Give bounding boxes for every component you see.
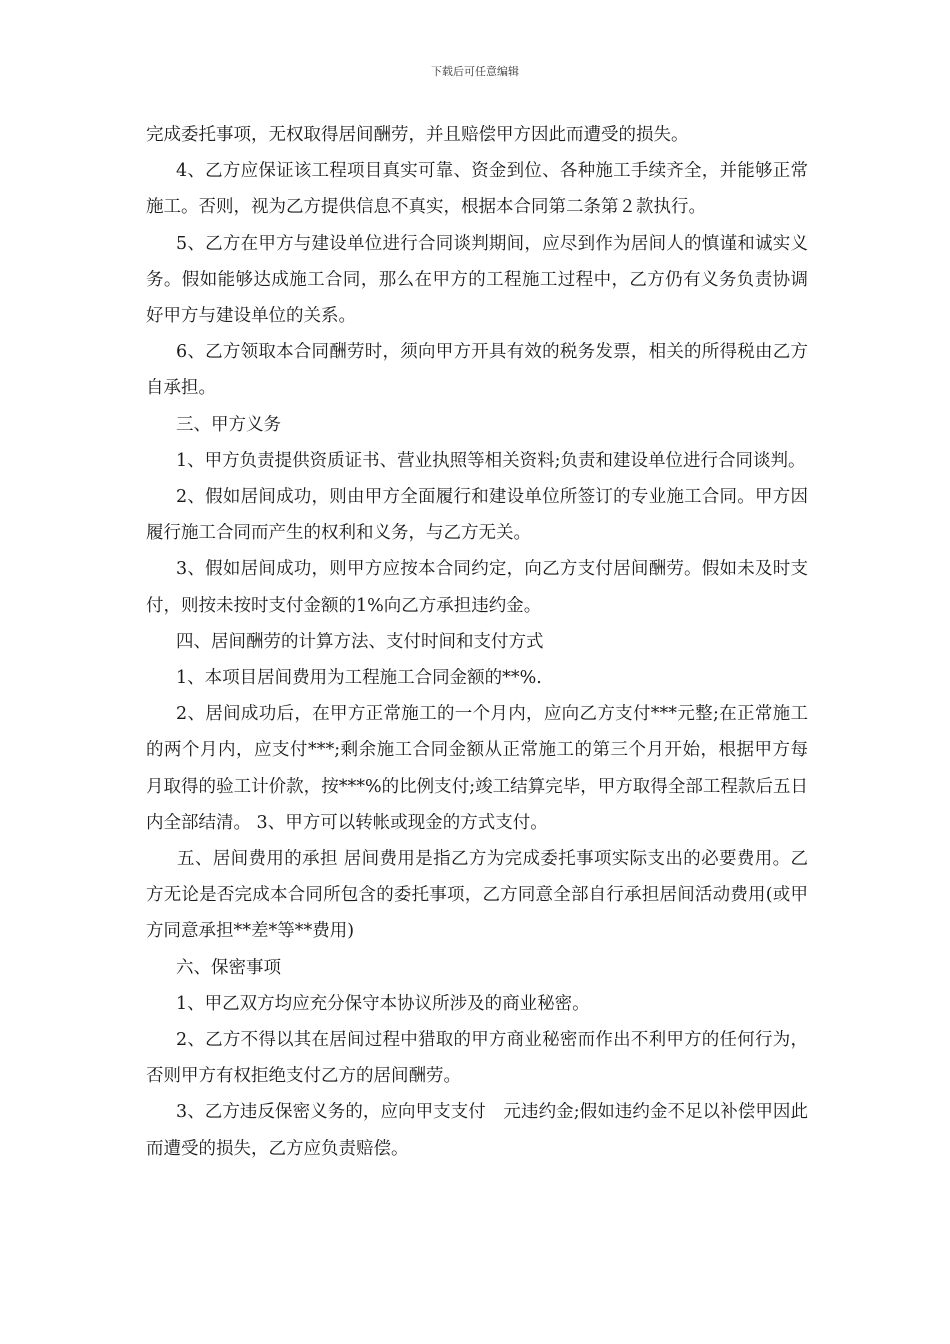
paragraph-clause-2-4: 4、乙方应保证该工程项目真实可靠、资金到位、各种施工手续齐全，并能够正常施工。否则，视为乙方提供信息不真实，根据本合同第二条第２款执行。	[146, 161, 808, 218]
paragraph-clause-3-2: 2、假如居间成功，则由甲方全面履行和建设单位所签订的专业施工合同。甲方因履行施工合同而产生的权利和义务，与乙方无关。	[146, 487, 808, 544]
paragraph-clause-6-3: 3、乙方违反保密义务的，应向甲支支付 元违约金;假如违约金不足以补偿甲因此而遭受的损失，乙方应负责赔偿。	[146, 1102, 808, 1159]
section-heading-6: 六、保密事项	[176, 957, 281, 978]
paragraph-clause-3-3: 3、假如居间成功，则甲方应按本合同约定，向乙方支付居间酬劳。假如未及时支付，则按未按时支付金额的1%向乙方承担违约金。	[146, 559, 808, 616]
section-heading-5: 五、居间费用的承担 居间费用是指乙方为完成委托事项实际支出的必要费用。乙方无论是否完成本合同所包含的委托事项，乙方同意全部自行承担居间活动费用(或甲方同意承担**差*等**费用)	[146, 849, 808, 942]
paragraph-clause-6-2: 2、乙方不得以其在居间过程中猎取的甲方商业秘密而作出不利甲方的任何行为，否则甲方有权拒绝支付乙方的居间酬劳。	[146, 1030, 808, 1087]
paragraph-clause-3-1: 1、甲方负责提供资质证书、营业执照等相关资料;负责和建设单位进行合同谈判。	[176, 450, 806, 471]
document-body	[146, 117, 808, 1167]
paragraph-clause-4-1: 1、本项目居间费用为工程施工合同金额的**%.	[176, 668, 542, 689]
paragraph-clause-6-1: 1、甲乙双方均应充分保守本协议所涉及的商业秘密。	[176, 993, 590, 1014]
section-heading-3: 三、甲方义务	[176, 414, 281, 435]
section-heading-4: 四、居间酬劳的计算方法、支付时间和支付方式	[176, 631, 544, 652]
paragraph-clause-2-5: 5、乙方在甲方与建设单位进行合同谈判期间，应尽到作为居间人的慎谨和诚实义务。假如能够达成施工合同，那么在甲方的工程施工过程中，乙方仍有义务负责协调好甲方与建设单位的关系。	[146, 233, 808, 327]
paragraph-clause-2-6: 6、乙方领取本合同酬劳时，须向甲方开具有效的税务发票，相关的所得税由乙方自承担。	[146, 342, 808, 399]
paragraph-clause-4-2: 2、居间成功后，在甲方正常施工的一个月内，应向乙方支付***元整;在正常施工的两个月内，应支付***;剩余施工合同金额从正常施工的第三个月开始，根据甲方每月取得的验工计价款，按***%的比例支付;竣工结算完毕，甲方取得全部工程款后五日内全部结清。 3、甲方可以转帐或现金的方式支付。	[146, 704, 808, 833]
paragraph-continuation: 完成委托事项，无权取得居间酬劳，并且赔偿甲方因此而遭受的损失。	[146, 125, 689, 145]
page-header-note: 下载后可任意编辑	[431, 65, 519, 78]
